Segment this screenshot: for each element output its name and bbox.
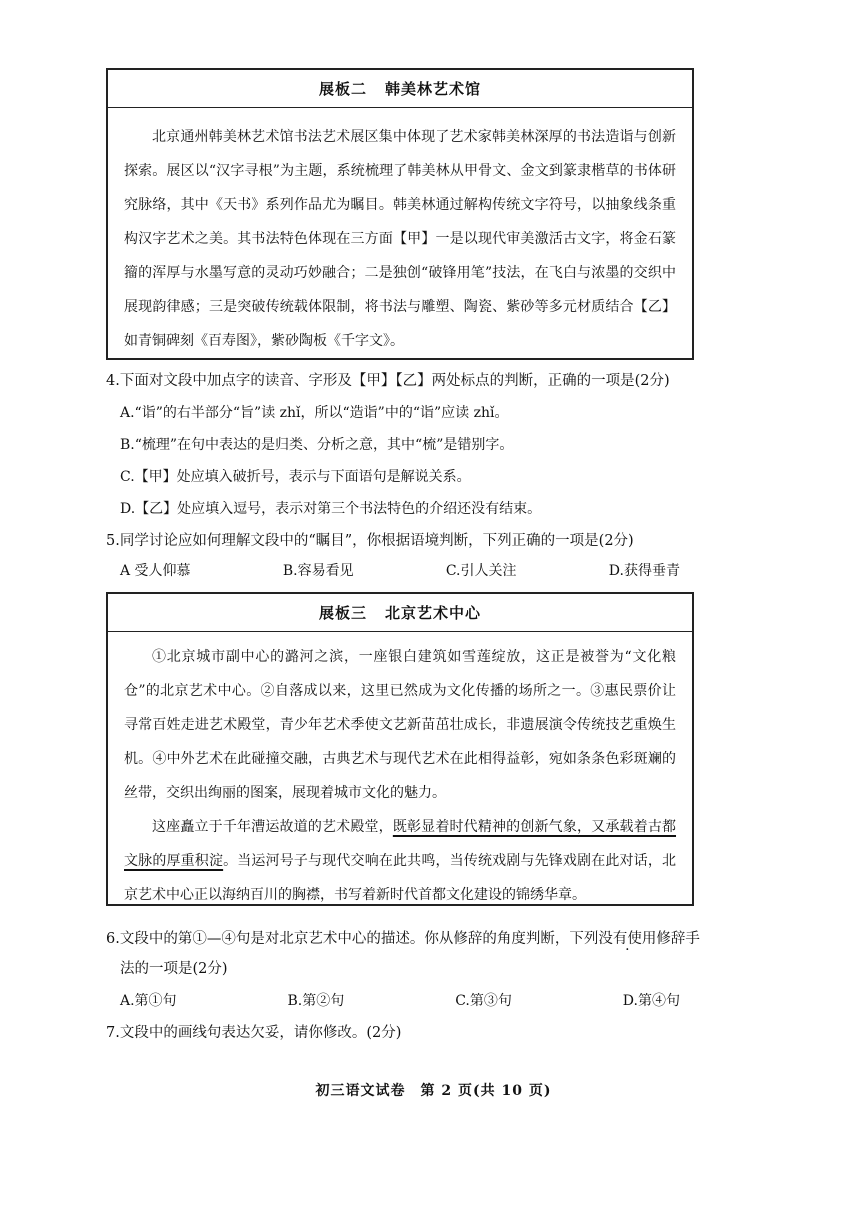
question-6-stem-line2: 法的一项是(2分) [120, 961, 228, 977]
question-5-options [120, 560, 680, 580]
panel-3 [106, 592, 694, 906]
question-4-option-c: C.【甲】处应填入破折号，表示与下面语句是解说关系。 [120, 469, 471, 485]
panel-3-p2-after: 。当运河号子与现代交响在此共鸣，当传统戏剧与先锋戏剧在此对话，北京艺术中心正以海纳百川的胸襟，书写着新时代首都文化建设的锦绣华章。 [124, 853, 677, 903]
question-6-option-a: A.第①句 [120, 993, 177, 1009]
panel-2-header [108, 70, 692, 108]
question-4-option-a: A.“诣”的右半部分“旨”读 zhǐ，所以“造诣”中的“诣”应读 zhǐ。 [120, 405, 509, 421]
question-6-options [120, 990, 680, 1010]
question-6-dotted-words: 没有使用 [598, 931, 657, 947]
panel-2 [106, 68, 694, 360]
panel-3-p2-before: 这座矗立于千年漕运故道的艺术殿堂， [152, 819, 393, 835]
question-6-stem-before: 6.文段中的第①—④句是对北京艺术中心的描述。你从修辞的角度判断，下列 [106, 931, 599, 947]
panel-2-label: 展板二 [318, 80, 367, 98]
question-5-option-b: B.容易看见 [282, 563, 354, 579]
panel-2-text: 北京通州韩美林艺术馆书法艺术展区集中体现了艺术家韩美林深厚的书法造诣与创新探索。展区以“汉字寻根”为主题，系统梳理了韩美林从甲骨文、金文到篆隶楷草的书体研究脉络，其中《天书》系列作品尤为瞩目。韩美林通过解构传统文字符号，以抽象线条重构汉字艺术之美。其书法特色体现在三方面【甲】一是以现代审美激活古文字，将金石篆籀的浑厚与水墨写意的灵动巧妙融合；二是独创“破锋用笔”技法，在飞白与浓墨的交织中展现韵律感；三是突破传统载体限制，将书法与雕塑、陶瓷、紫砂等多元材质结合【乙】如青铜碑刻《百寿图》，紫砂陶板《千字文》。 [124, 129, 676, 349]
question-5-stem: 5.同学讨论应如何理解文段中的“瞩目”，你根据语境判断，下列正确的一项是(2分) [106, 533, 634, 549]
question-5-option-a: A 受人仰慕 [120, 563, 191, 579]
panel-3-name: 北京艺术中心 [385, 604, 482, 622]
question-6-option-b: B.第②句 [287, 993, 345, 1009]
question-7-stem: 7.文段中的画线句表达欠妥，请你修改。(2分) [106, 1025, 402, 1041]
page-footer: 初三语文试卷 第 2 页(共 10 页) [315, 1083, 552, 1099]
underlined-sentence: 既彰显着时代精神的创新气象，又承载着古都文脉的厚重积淀 [124, 819, 677, 869]
question-5-option-c: C.引人关注 [445, 563, 517, 579]
panel-3-header [108, 594, 692, 632]
question-6-option-d: D.第④句 [622, 993, 680, 1009]
question-4-option-b: B.“梳理”在句中表达的是归类、分析之意，其中“梳”是错别字。 [120, 437, 514, 453]
panel-3-paragraph-2 [124, 810, 676, 912]
question-6-stem [106, 928, 706, 950]
question-6-stem-after: 修辞手 [656, 931, 700, 947]
panel-3-body [108, 632, 692, 922]
panel-3-label: 展板三 [318, 604, 367, 622]
panel-2-body [108, 108, 692, 368]
question-6-option-c: C.第③句 [455, 993, 512, 1009]
question-4-option-d: D.【乙】处应填入逗号，表示对第三个书法特色的介绍还没有结束。 [120, 501, 542, 517]
panel-3-paragraph-1: ①北京城市副中心的潞河之滨，一座银白建筑如雪莲绽放，这正是被誉为“文化粮仓”的北京艺术中心。②自落成以来，这里已然成为文化传播的场所之一。③惠民票价让寻常百姓走进艺术殿堂，青少年艺术季使文艺新苗茁壮成长，非遗展演令传统技艺重焕生机。④中外艺术在此碰撞交融，古典艺术与现代艺术在此相得益彰，宛如条条色彩斑斓的丝带，交织出绚丽的图案，展现着城市文化的魅力。 [124, 649, 676, 801]
question-4-stem: 4.下面对文段中加点字的读音、字形及【甲】【乙】两处标点的判断，正确的一项是(2分) [106, 373, 670, 389]
panel-2-name: 韩美林艺术馆 [385, 80, 482, 98]
question-5-option-d: D.获得垂青 [608, 563, 680, 579]
